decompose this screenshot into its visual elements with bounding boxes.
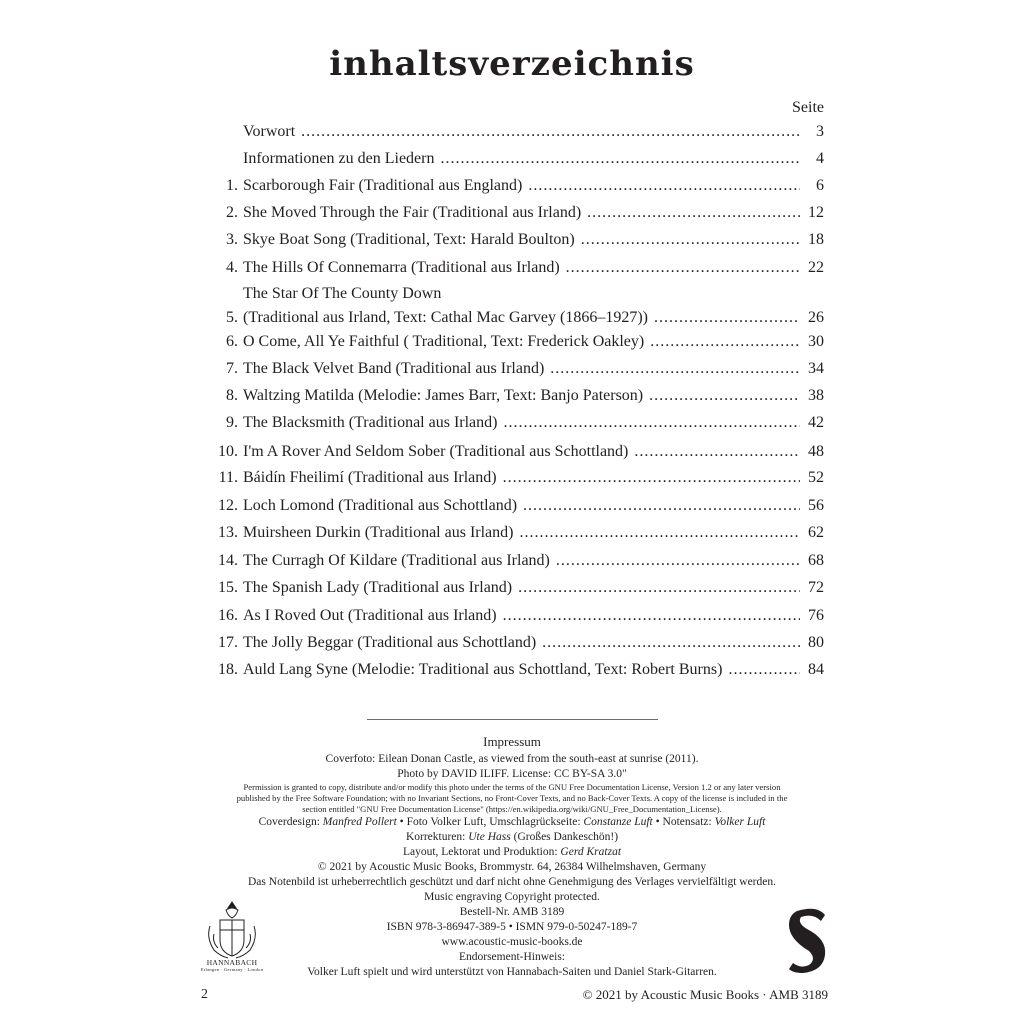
toc-entry-page: 34: [808, 360, 824, 377]
impressum-permission-2: published by the Free Software Foundation; with no Invariant Sections, no Front-Cover Texts, and no Back-Cover Texts. A copy of the license is included in the: [236, 793, 788, 803]
korrekturen-name: Ute Hass: [468, 831, 511, 843]
toc-entry-body: [243, 228, 824, 252]
impressum-endorsement: Volker Luft spielt und wird unterstützt von Hannabach-Saiten und Daniel Stark-Gitarren.: [307, 966, 717, 978]
toc-leader-dots: [587, 201, 800, 225]
toc-entry-page: 38: [808, 387, 824, 404]
impressum: [160, 732, 864, 980]
toc-entry-body: [243, 576, 824, 600]
toc-leader-dots: [654, 306, 800, 330]
toc-entry-title: O Come, All Ye Faithful ( Traditional, Text: Frederick Oakley): [243, 333, 645, 350]
toc-entry-title: Báidín Fheilimí (Traditional aus Irland): [243, 469, 497, 486]
impressum-endorsement-heading: Endorsement-Hinweis:: [458, 951, 566, 963]
toc-entry-page: 76: [808, 607, 824, 624]
toc-entry-body: [243, 120, 824, 144]
toc-entry-body: [243, 631, 824, 655]
toc-entry-number: 7.: [226, 360, 238, 377]
toc-leader-dots: [523, 494, 800, 518]
toc-entry-body: [243, 256, 824, 280]
toc-leader-dots: [503, 411, 800, 435]
toc-entry-page: 3: [816, 123, 824, 140]
toc-entry-page: 56: [808, 497, 824, 514]
toc-entry-number: 8.: [226, 387, 238, 404]
toc-leader-dots: [581, 228, 800, 252]
toc-entry-number: 12.: [218, 497, 238, 514]
layout-label: Layout, Lektorat und Produktion:: [402, 846, 561, 858]
toc-entry-number: 11.: [218, 469, 238, 486]
page-number: 2: [201, 987, 208, 1002]
toc-entry-page: 84: [808, 661, 824, 678]
toc-entry-body: [243, 147, 824, 171]
impressum-engraving: Music engraving Copyright protected.: [424, 891, 600, 903]
toc-entry-number: 1.: [226, 177, 238, 194]
divider: [367, 719, 658, 720]
toc-entry-title: The Hills Of Connemarra (Traditional aus Irland): [243, 259, 560, 276]
toc-entry-title: She Moved Through the Fair (Traditional aus Irland): [243, 204, 582, 221]
layout-name: Gerd Kratzat: [560, 846, 622, 858]
impressum-permission-3: section entitled "GNU Free Documentation License" (https://en.wikipedia.org/wiki/GNU_Free_Documentation_License).: [302, 804, 722, 814]
toc-entry: [200, 494, 824, 518]
notensatz-label: • Notensatz:: [652, 816, 715, 828]
notensatz-name: Volker Luft: [714, 816, 766, 828]
toc-entry: [200, 228, 824, 252]
toc-entry: [200, 440, 824, 464]
toc-entry: [200, 120, 824, 144]
toc-entry-title: (Traditional aus Irland, Text: Cathal Mac Garvey (1866–1927)): [243, 309, 649, 326]
toc-entry-page: 48: [808, 443, 824, 460]
toc-leader-dots: [542, 631, 800, 655]
toc-entry-number: 18.: [218, 661, 238, 678]
coverdesign-name: Manfred Pollert: [322, 816, 397, 828]
korrekturen-label: Korrekturen:: [405, 831, 469, 843]
toc-entry-number: 10.: [218, 443, 238, 460]
toc-leader-dots: [519, 521, 800, 545]
impressum-layout: [160, 845, 864, 860]
impressum-credits: [160, 815, 864, 830]
toc-entry-page: 18: [808, 231, 824, 248]
toc-entry-title: I'm A Rover And Seldom Sober (Traditional aus Schottland): [243, 443, 629, 460]
toc-leader-dots: [503, 466, 800, 490]
toc-entry-page: 42: [808, 414, 824, 431]
toc-entry-body: [243, 174, 824, 198]
coverdesign-label: Coverdesign:: [258, 816, 323, 828]
toc-entry-number: 16.: [218, 607, 238, 624]
toc-entry-body: [243, 521, 824, 545]
footer-copyright: © 2021 by Acoustic Music Books · AMB 3189: [582, 987, 828, 1002]
page-title: inhaltsverzeichnis: [329, 44, 695, 84]
toc-entry-title: Informationen zu den Liedern: [243, 150, 435, 167]
toc-entry: [200, 466, 824, 490]
toc-entry-body: [243, 201, 824, 225]
toc-entry-title: Scarborough Fair (Traditional aus England): [243, 177, 523, 194]
toc-entry: [200, 256, 824, 280]
toc-entry: [200, 174, 824, 198]
toc-leader-dots: [550, 357, 800, 381]
toc-entry-number: 5.: [226, 309, 238, 326]
toc-entry: [200, 658, 824, 682]
toc-entry: [200, 330, 824, 354]
toc-entry-body: [243, 306, 824, 330]
toc-entry-body: [243, 440, 824, 464]
hannabach-name: HANNABACH: [206, 958, 258, 967]
toc-entry-title-line1: The Star Of The County Down: [243, 285, 442, 302]
toc-entry-body: [243, 384, 824, 408]
toc-entry-body: [243, 466, 824, 490]
impressum-notenbild: Das Notenbild ist urheberrechtlich geschützt und darf nicht ohne Genehmigung des Verlages vervielfältigt werden.: [248, 876, 776, 888]
toc-leader-dots: [566, 256, 800, 280]
impressum-permission-1: Permission is granted to copy, distribute and/or modify this photo under the terms of the GNU Free Documentation License, Version 1.2 or any later version: [243, 782, 781, 792]
toc-leader-dots: [728, 658, 800, 682]
toc-entry-page: 12: [808, 204, 824, 221]
acoustic-music-books-logo: [787, 905, 835, 973]
toc-entry-page: 22: [808, 259, 824, 276]
toc-entry-page: 62: [808, 524, 824, 541]
toc-entry-title: The Jolly Beggar (Traditional aus Schottland): [243, 634, 537, 651]
toc-entry-page: 68: [808, 552, 824, 569]
toc-entry-title: The Spanish Lady (Traditional aus Irland): [243, 579, 513, 596]
toc-leader-dots: [528, 174, 800, 198]
toc-entry-title: Vorwort: [243, 123, 296, 140]
toc-entry: [200, 357, 824, 381]
toc-leader-dots: [503, 604, 800, 628]
impressum-isbn: ISBN 978-3-86947-389-5 • ISMN 979-0-50247-189-7: [386, 921, 638, 933]
impressum-coverfoto: Coverfoto: Eilean Donan Castle, as viewed from the south-east at sunrise (2011).: [325, 753, 699, 765]
toc-entry-body: [243, 494, 824, 518]
toc-entry-number: 6.: [226, 333, 238, 350]
toc-entry-body: [243, 549, 824, 573]
toc-entry-title: Auld Lang Syne (Melodie: Traditional aus Schottland, Text: Robert Burns): [243, 661, 723, 678]
toc-leader-dots: [650, 330, 800, 354]
impressum-bestell: Bestell-Nr. AMB 3189: [459, 906, 565, 918]
toc-entry: [200, 201, 824, 225]
toc-entry: [200, 576, 824, 600]
toc-leader-dots: [556, 549, 800, 573]
toc-entry-title: The Curragh Of Kildare (Traditional aus Irland): [243, 552, 550, 569]
toc-entry-page: 30: [808, 333, 824, 350]
toc-entry-number: 9.: [226, 414, 238, 431]
toc-entry-page: 72: [808, 579, 824, 596]
toc-entry: [200, 604, 824, 628]
toc-entry-number: 13.: [218, 524, 238, 541]
toc-entry-page: 52: [808, 469, 824, 486]
korrekturen-suffix: (Großes Dankeschön!): [510, 831, 619, 843]
toc-leader-dots: [518, 576, 800, 600]
foto-name: Constanze Luft: [583, 816, 653, 828]
toc-entry-number: 14.: [218, 552, 238, 569]
hannabach-label: [200, 958, 264, 973]
toc-entry-number: 17.: [218, 634, 238, 651]
toc-entry-body: [243, 658, 824, 682]
impressum-photo-credit: Photo by DAVID ILIFF. License: CC BY-SA 3.0": [397, 768, 627, 780]
toc-entry-page: 80: [808, 634, 824, 651]
toc-entry-body: [243, 357, 824, 381]
toc-entry-number: 3.: [226, 231, 238, 248]
toc-entry: [200, 411, 824, 435]
toc-entry-number: 4.: [226, 259, 238, 276]
toc-entry: [200, 549, 824, 573]
toc-leader-dots: [301, 120, 800, 144]
toc-entry-body: [243, 330, 824, 354]
impressum-heading: Impressum: [483, 734, 541, 749]
impressum-copyright: © 2021 by Acoustic Music Books, Brommystr. 64, 26384 Wilhelmshaven, Germany: [317, 861, 707, 873]
seite-column-label: Seite: [792, 99, 824, 116]
toc-leader-dots: [634, 440, 800, 464]
toc-entry-title: Muirsheen Durkin (Traditional aus Irland): [243, 524, 514, 541]
toc-entry-title: Skye Boat Song (Traditional, Text: Harald Boulton): [243, 231, 575, 248]
toc-entry-title: Loch Lomond (Traditional aus Schottland): [243, 497, 518, 514]
toc-entry-title: The Black Velvet Band (Traditional aus Irland): [243, 360, 545, 377]
toc-entry: [200, 285, 824, 330]
toc-entry-title: The Blacksmith (Traditional aus Irland): [243, 414, 498, 431]
toc-entry: [200, 384, 824, 408]
toc-entry-number: 2.: [226, 204, 238, 221]
impressum-korrekturen: [160, 830, 864, 845]
toc-entry-page: 26: [808, 309, 824, 326]
impressum-website: www.acoustic-music-books.de: [441, 936, 583, 948]
hannabach-sub: Erlangen · Germany · London: [200, 967, 264, 972]
toc-entry-title: Waltzing Matilda (Melodie: James Barr, Text: Banjo Paterson): [243, 387, 644, 404]
toc-entry: [200, 521, 824, 545]
toc-entry-body: [243, 411, 824, 435]
toc-entry-page: 4: [816, 150, 824, 167]
toc-leader-dots: [440, 147, 800, 171]
toc-entry-title: As I Roved Out (Traditional aus Irland): [243, 607, 497, 624]
foto-label: • Foto Volker Luft, Umschlagrückseite:: [396, 816, 584, 828]
toc-entry-body: [243, 604, 824, 628]
toc-leader-dots: [649, 384, 800, 408]
toc-entry-number: 15.: [218, 579, 238, 596]
toc-entry: [200, 147, 824, 171]
toc-entry: [200, 631, 824, 655]
toc-entry-page: 6: [816, 177, 824, 194]
